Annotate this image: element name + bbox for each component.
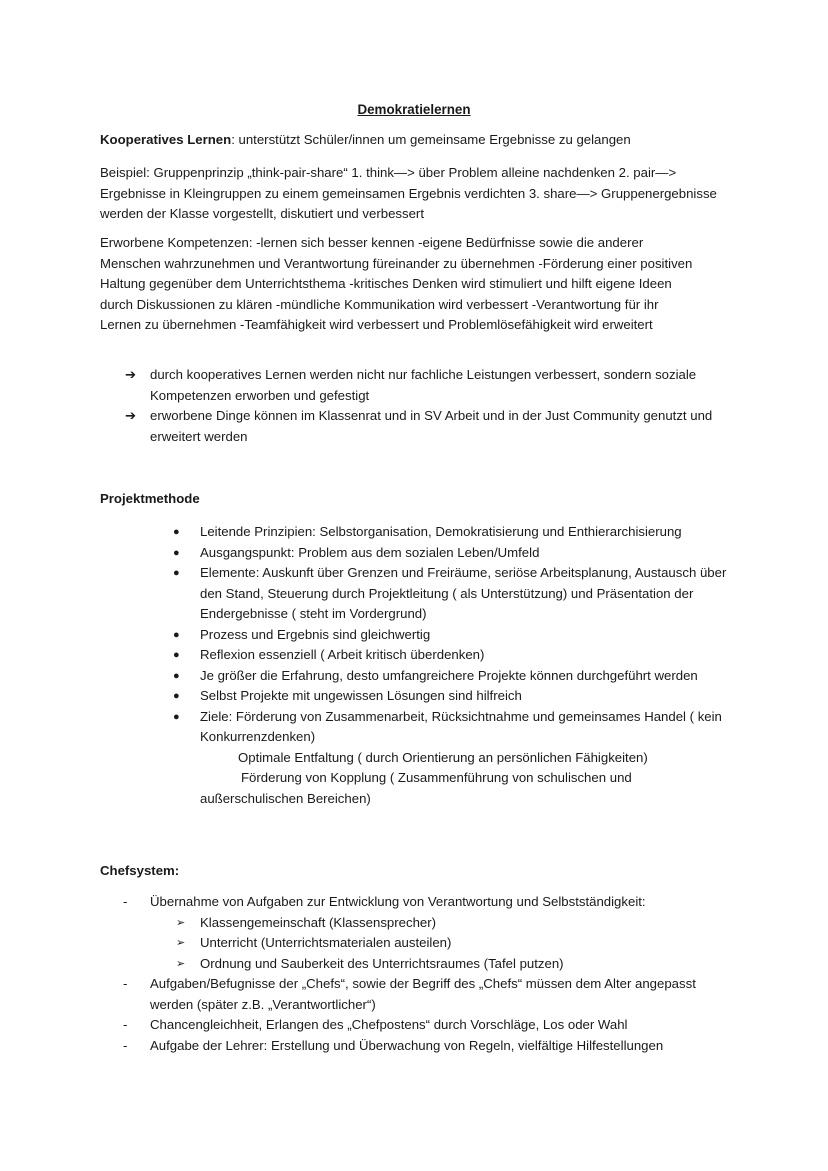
kooperativ-intro <box>100 130 700 151</box>
kooperativ-beispiel: Beispiel: Gruppenprinzip „think-pair-share“ 1. think—> über Problem alleine nachdenken 2. pair—> Ergebnisse in Kleingruppen zu einem gemeinsamen Ergebnis verdichten 3. share—> Gruppenergebnisse werden der Klasse vorgestellt, diskutiert und verbessert <box>100 165 717 221</box>
list-item: ● Prozess und Ergebnis sind gleichwertig <box>100 625 740 646</box>
list-item: - Übernahme von Aufgaben zur Entwicklung von Verantwortung und Selbstständigkeit: ➢ Klassengemeinschaft (Klassensprecher) ➢ Unterricht (Unterrichtsmaterialen austeilen) ➢ Ordnung und Sauberkeit des Unterrichtsraumes (Tafel putzen) <box>100 892 700 974</box>
kooperativ-conclusions <box>100 365 740 447</box>
page-title: Demokratielernen <box>357 102 471 117</box>
list-item: - Aufgabe der Lehrer: Erstellung und Überwachung von Regeln, vielfältige Hilfestellungen <box>100 1036 700 1057</box>
conclusion-item: ➔ erworbene Dinge können im Klassenrat und in SV Arbeit und in der Just Community genutzt und erweitert werden <box>125 408 713 444</box>
dash-marker: - <box>123 1037 128 1053</box>
list-item: ● Selbst Projekte mit ungewissen Lösungen sind hilfreich <box>100 686 740 707</box>
list-item: ● Elemente: Auskunft über Grenzen und Freiräume, seriöse Arbeitsplanung, Austausch über den Stand, Steuerung durch Projektleitung ( als Unterstützung) und Präsentation der Endergebnisse ( steht im Vordergrund) <box>173 565 727 621</box>
arrow-right-icon: ➔ <box>125 367 137 382</box>
list-item: ● Reflexion essenziell ( Arbeit kritisch überdenken) <box>100 645 740 666</box>
list-item: - Chancengleichheit, Erlangen des „Chefpostens“ durch Vorschläge, Los oder Wahl <box>100 1015 700 1036</box>
list-item: ● Leitende Prinzipien: Selbstorganisation, Demokratisierung und Enthierarchisierung <box>100 522 740 543</box>
sub-list-item: ➢ Klassengemeinschaft (Klassensprecher) <box>100 913 700 934</box>
bullet-icon: ● <box>173 649 180 661</box>
ziele-continuation: außerschulischen Bereichen) <box>200 790 371 806</box>
dash-marker: - <box>123 894 128 909</box>
conclusion-item: ➔ durch kooperatives Lernen werden nicht nur fachliche Leistungen verbessert, sondern soziale Kompetenzen erworben und gefestigt <box>125 367 697 403</box>
bullet-icon: ● <box>173 546 180 559</box>
ziele-continuation: Förderung von Kopplung ( Zusammenführung von schulischen und <box>241 770 632 785</box>
dash-marker: - <box>123 976 128 991</box>
bullet-icon: ● <box>173 669 180 682</box>
bullet-icon: ● <box>173 628 180 641</box>
list-item: ● Ausgangspunkt: Problem aus dem sozialen Leben/Umfeld <box>100 543 740 564</box>
ziele-continuation: Optimale Entfaltung ( durch Orientierung an persönlichen Fähigkeiten) <box>238 749 648 765</box>
bullet-icon: ● <box>173 710 180 723</box>
sub-list-item: ➢ Unterricht (Unterrichtsmaterialen austeilen) <box>100 933 700 954</box>
arrow-right-icon: ➔ <box>125 408 137 423</box>
dash-marker: - <box>123 1017 128 1032</box>
kooperativ-intro-text: : unterstützt Schüler/innen um gemeinsame Ergebnisse zu gelangen <box>231 132 631 147</box>
chef-heading: Chefsystem: <box>100 863 180 878</box>
arrowhead-icon: ➢ <box>176 957 186 970</box>
chef-list <box>100 892 700 1056</box>
arrowhead-icon: ➢ <box>176 937 186 949</box>
bullet-icon: ● <box>173 690 180 702</box>
list-item: - Aufgaben/Befugnisse der „Chefs“, sowie der Begriff des „Chefs“ müssen dem Alter angepasst werden (später z.B. „Verantwortlicher“) <box>123 976 696 1012</box>
projekt-list <box>100 522 740 809</box>
list-item: ● Je größer die Erfahrung, desto umfangreichere Projekte können durchgeführt werden <box>100 666 740 687</box>
projekt-heading: Projektmethode <box>100 491 200 506</box>
arrowhead-icon: ➢ <box>176 916 186 929</box>
bullet-icon: ● <box>173 567 180 579</box>
sub-list-item: ➢ Ordnung und Sauberkeit des Unterrichtsraumes (Tafel putzen) <box>100 954 700 975</box>
bullet-icon: ● <box>173 526 180 538</box>
list-item: ● Ziele: Förderung von Zusammenarbeit, Rücksichtnahme und gemeinsames Handel ( kein Konkurrenzdenken) <box>173 708 722 744</box>
kooperativ-kompetenzen: Erworbene Kompetenzen: -lernen sich besser kennen -eigene Bedürfnisse sowie die anderer Menschen wahrzunehmen und Verantwortung füreinander zu übernehmen -Förderung einer positiven Haltung gegenüber dem Unterrichtsthema -kritisches Denken wird stimuliert und hilft eigene Ideen durch Diskussionen zu klären -mündliche Kommunikation wird verbessert -Verantwortung für ihr Lernen zu übernehmen -Teamfähigkeit wird verbessert und Problemlösefähigkeit wird erweitert <box>100 235 693 332</box>
kooperativ-heading: Kooperatives Lernen <box>100 132 232 147</box>
